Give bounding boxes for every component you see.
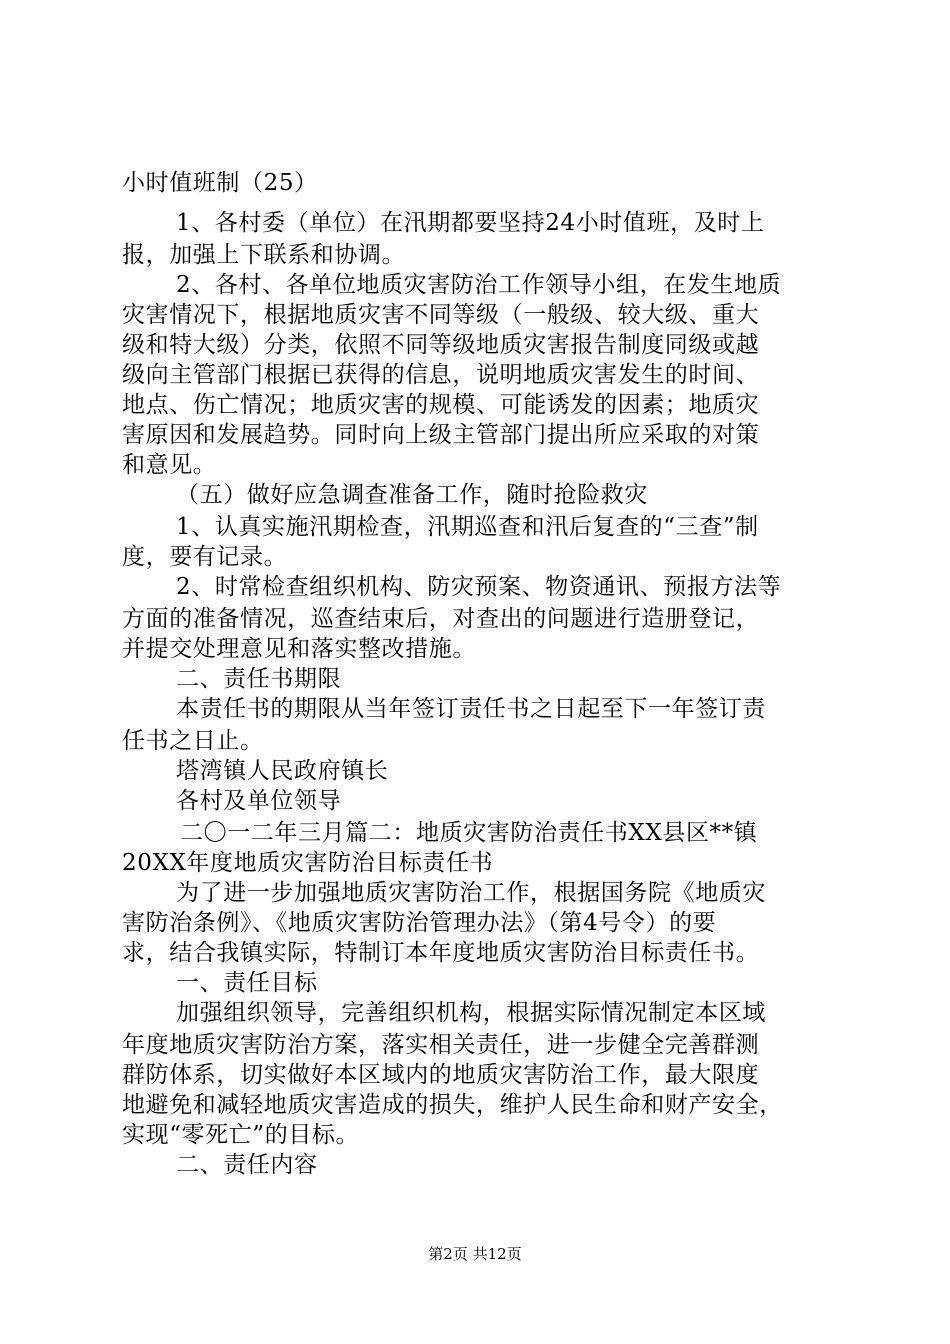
- signature-line: 各村及单位领导: [176, 788, 342, 814]
- text-line: 加强组织领导，完善组织机构，根据实际情况制定本区域: [176, 1000, 766, 1026]
- text-line: 地避免和减轻地质灾害造成的损失，维护人民生命和财产安全，: [122, 1092, 783, 1118]
- document-title: 20XX年度地质灾害防治目标责任书: [122, 850, 494, 876]
- text-line: 报，加强上下联系和协调。: [122, 242, 406, 268]
- text-line: 并提交处理意见和落实整改措施。: [122, 636, 476, 662]
- text-line: 方面的准备情况，巡查结束后，对查出的问题进行造册登记，: [122, 606, 760, 632]
- section-heading: 二、责任内容: [176, 1152, 318, 1178]
- page-number: 第2页 共12页: [428, 1245, 522, 1263]
- text-line: 害防治条例》、《地质灾害防治管理办法》（第4号令）的要: [122, 910, 717, 936]
- text-line: 级和特大级）分类，依照不同等级地质灾害报告制度同级或越: [122, 332, 760, 358]
- text-line: 实现“零死亡”的目标。: [122, 1122, 360, 1148]
- text-line: 害原因和发展趋势。同时向上级主管部门提出所应采取的对策: [122, 422, 760, 448]
- text-line: 地点、伤亡情况；地质灾害的规模、可能诱发的因素；地质灾: [122, 392, 760, 418]
- text-line: 度，要有记录。: [122, 544, 288, 570]
- text-line: 年度地质灾害防治方案，落实相关责任，进一步健全完善群测: [122, 1032, 760, 1058]
- text-line: 1、认真实施汛期检查，汛期巡查和汛后复查的“三查”制: [176, 514, 759, 540]
- text-line: 为了进一步加强地质灾害防治工作，根据国务院《地质灾: [176, 880, 766, 906]
- text-line: 1、各村委（单位）在汛期都要坚持24小时值班，及时上: [176, 210, 765, 236]
- text-line: 级向主管部门根据已获得的信息，说明地质灾害发生的时间、: [122, 362, 760, 388]
- text-line: 求，结合我镇实际，特制订本年度地质灾害防治目标责任书。: [122, 940, 760, 966]
- text-line: 2、各村、各单位地质灾害防治工作领导小组，在发生地质: [176, 272, 782, 298]
- text-line: 群防体系，切实做好本区域内的地质灾害防治工作，最大限度: [122, 1062, 760, 1088]
- section-heading: 一、责任目标: [176, 970, 318, 996]
- section-heading: 二、责任书期限: [176, 666, 342, 692]
- text-line: 和意见。: [122, 452, 217, 478]
- text-line: 2、时常检查组织机构、防灾预案、物资通讯、预报方法等: [176, 574, 782, 600]
- text-line: 二〇一二年三月篇二：地质灾害防治责任书XX县区**镇: [180, 820, 758, 846]
- signature-line: 塔湾镇人民政府镇长: [176, 758, 389, 784]
- text-line: 任书之日止。: [122, 728, 264, 754]
- text-line: 小时值班制（25）: [122, 170, 318, 196]
- section-heading: （五）做好应急调查准备工作，随时抢险救灾: [176, 482, 648, 508]
- text-line: 本责任书的期限从当年签订责任书之日起至下一年签订责: [176, 696, 766, 722]
- text-line: 灾害情况下，根据地质灾害不同等级（一般级、较大级、重大: [122, 302, 760, 328]
